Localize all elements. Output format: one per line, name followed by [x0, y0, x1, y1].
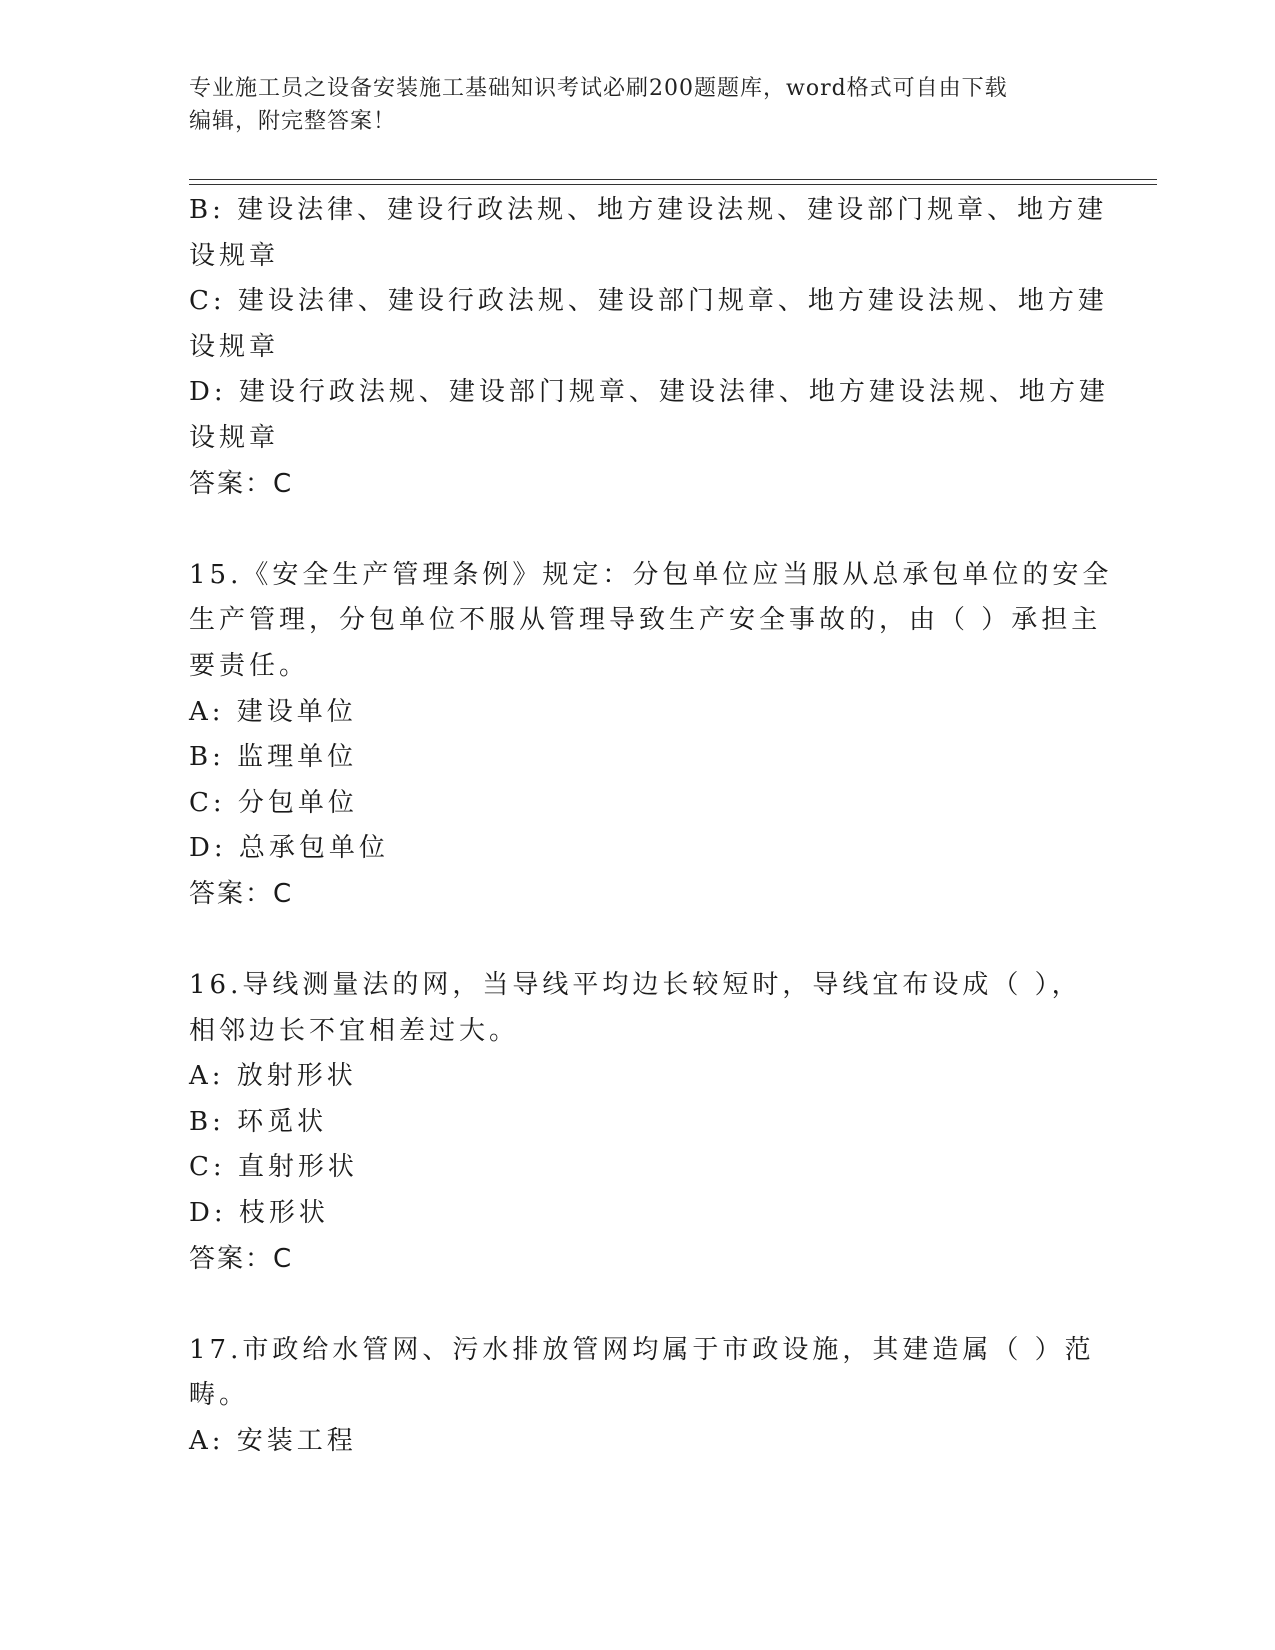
question-stem-line: 15.《安全生产管理条例》规定：分包单位应当服从总承包单位的安全 [189, 559, 1113, 590]
option-c: C: 直射形状 [189, 1152, 358, 1183]
option-d: D: 总承包单位 [189, 833, 389, 864]
spacer [189, 507, 1094, 553]
option-c: C: 分包单位 [189, 787, 358, 818]
option-a: A: 放射形状 [189, 1061, 357, 1092]
option-b-line-2: 设规章 [189, 240, 280, 271]
question-stem-line: 畴。 [189, 1380, 250, 1411]
spacer [189, 918, 1094, 964]
header-divider-top [189, 179, 1157, 180]
question-stem-line: 要责任。 [189, 650, 310, 681]
option-a: A: 安装工程 [189, 1426, 357, 1457]
option-a: A: 建设单位 [189, 696, 357, 727]
header-divider-bottom [189, 184, 1157, 185]
option-b: B: 监理单位 [189, 742, 358, 773]
option-b: B: 环觅状 [189, 1106, 328, 1137]
document-header [189, 72, 1069, 138]
option-c-line-1: C: 建设法律、建设行政法规、建设部门规章、地方建设法规、地方建 [189, 286, 1108, 317]
question-17 [189, 1328, 1094, 1465]
spacer [189, 1282, 1094, 1328]
option-d-line-1: D: 建设行政法规、建设部门规章、建设法律、地方建设法规、地方建 [189, 377, 1109, 408]
question-stem-line: 相邻边长不宜相差过大。 [189, 1015, 520, 1046]
option-d-line-2: 设规章 [189, 422, 280, 453]
question-15 [189, 553, 1113, 918]
question-answer: 答案：C [189, 1243, 294, 1274]
prev-question-answer: 答案：C [189, 468, 294, 499]
question-answer: 答案：C [189, 878, 294, 909]
option-c-line-2: 设规章 [189, 331, 280, 362]
question-stem-line: 16.导线测量法的网，当导线平均边长较短时，导线宜布设成（ ）， [189, 970, 1082, 1001]
option-d: D: 枝形状 [189, 1198, 329, 1229]
question-stem-line: 17.市政给水管网、污水排放管网均属于市政设施，其建造属（ ）范 [189, 1334, 1095, 1365]
question-content [189, 188, 1113, 1465]
header-line-1: 专业施工员之设备安装施工基础知识考试必刷200题题库，word格式可自由下载 [189, 76, 1008, 101]
header-line-2: 编辑，附完整答案！ [189, 109, 397, 134]
option-b-line-1: B: 建设法律、建设行政法规、地方建设法规、建设部门规章、地方建 [189, 195, 1108, 225]
prev-question-options [189, 188, 1109, 462]
question-16 [189, 963, 1094, 1282]
question-stem-line: 生产管理，分包单位不服从管理导致生产安全事故的，由（ ）承担主 [189, 605, 1102, 636]
